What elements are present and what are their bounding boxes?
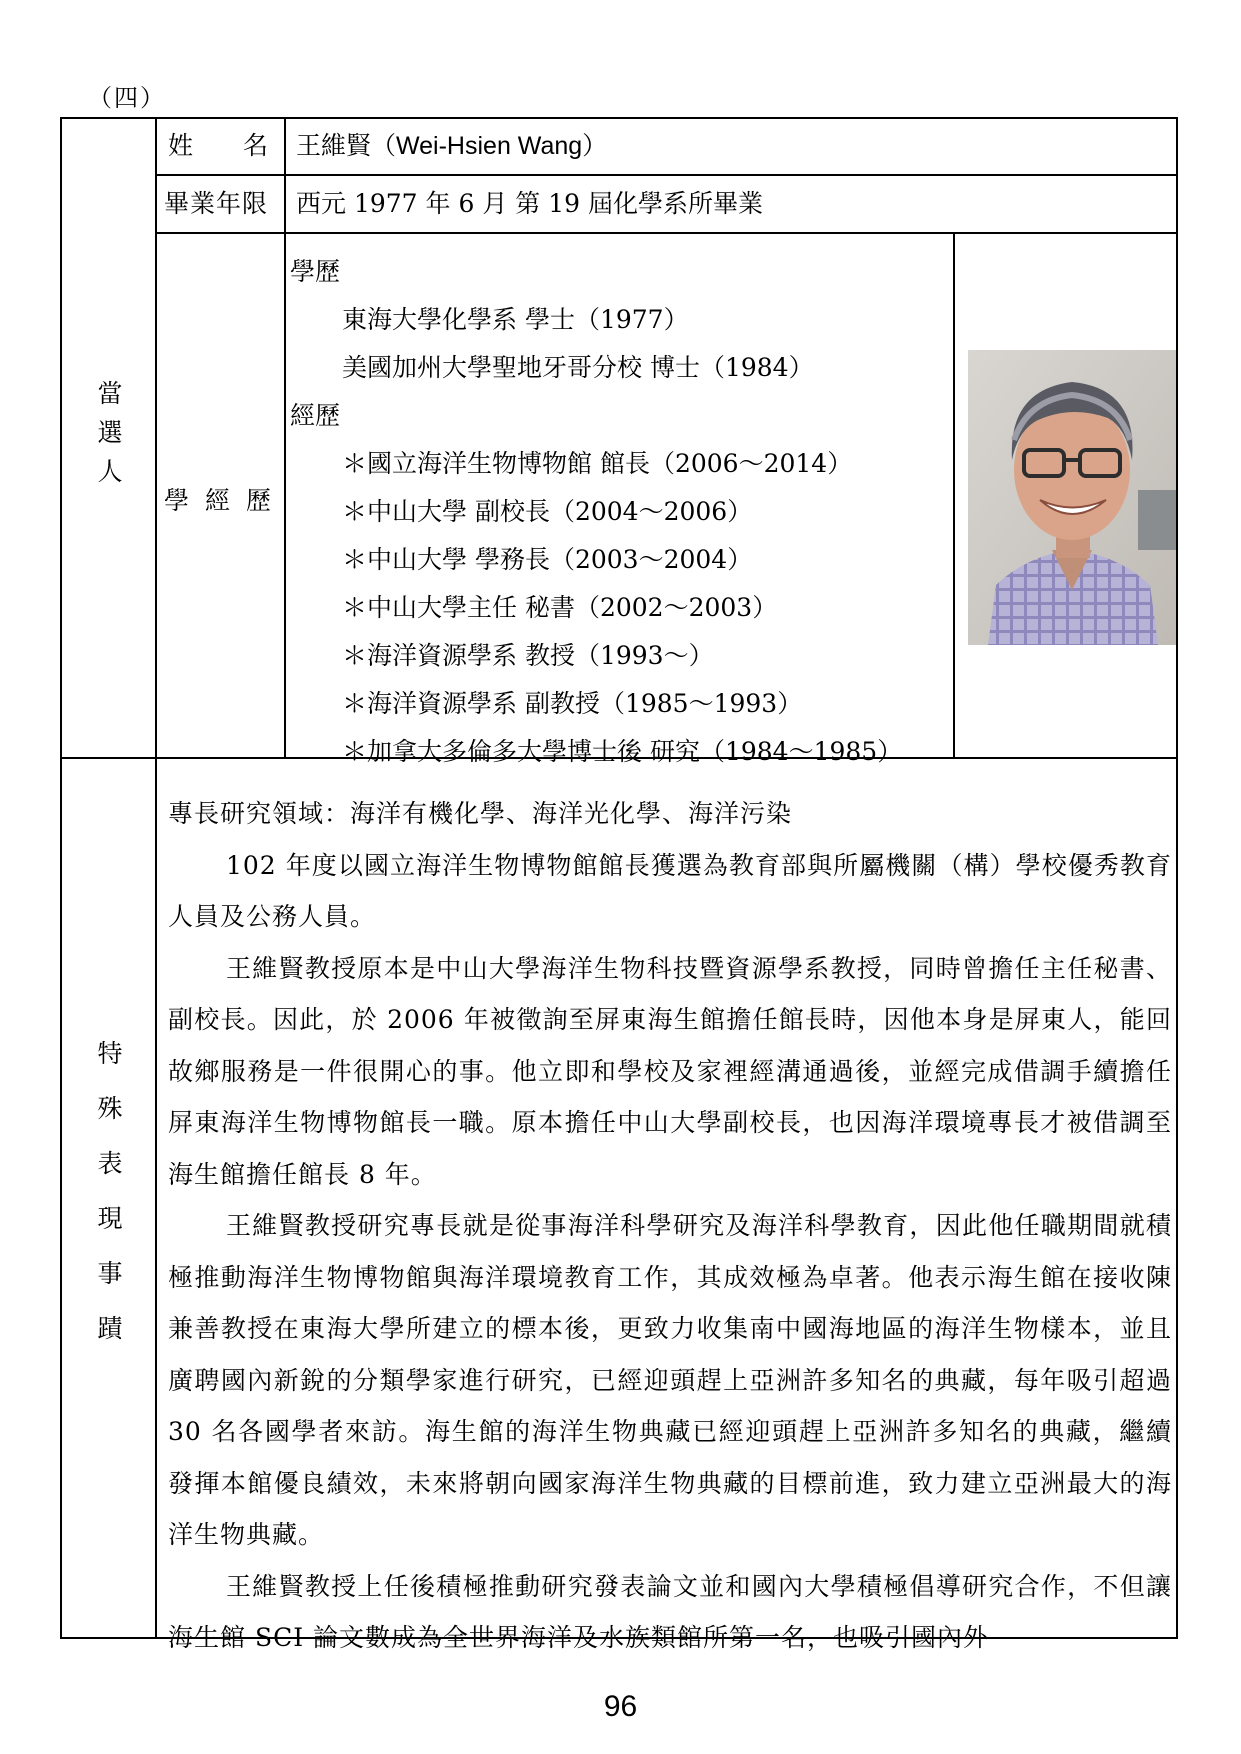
divider-row-1 [155,174,1178,176]
grad-label: 畢業年限 [164,189,269,218]
grad-value: 西元 1977 年 6 月 第 19 屆化學系所畢業 [296,189,763,218]
education-item: 東海大學化學系 學士（1977） [342,305,689,334]
edu-experience-list [290,248,955,776]
experience-item: ＊中山大學 副校長（2004～2006） [342,497,753,526]
special-paragraph: 王維賢教授原本是中山大學海洋生物科技暨資源學系教授，同時曾擔任主任秘書、副校長。因此，於 2006 年被徵詢至屏東海生館擔任館長時，因他本身是屏東人，能回故鄉服務是一件很開心的事。他立即和學校及家裡經溝通過後，並經完成借調手續擔任屏東海洋生物博物館長一職。原本擔任中山大學副校長，也因海洋環境專長才被借調至海生館擔任館長 8 年。 [168,953,1172,1189]
education-item: 美國加州大學聖地牙哥分校 博士（1984） [342,353,814,382]
special-achievements [168,788,1172,1664]
winner-label [88,380,128,497]
experience-item: ＊加拿大多倫多大學博士後 研究（1984～1985） [342,737,903,766]
special-paragraph: 王維賢教授研究專長就是從事海洋科學研究及海洋科學教育，因此他任職期間就積極推動海洋生物博物館與海洋環境教育工作，其成效極為卓著。他表示海生館在接收陳兼善教授在東海大學所建立的標本後，更致力收集南中國海地區的海洋生物樣本，並且廣聘國內新銳的分類學家進行研究，已經迎頭趕上亞洲許多知名的典藏，每年吸引超過 30 名各國學者來訪。海生館的海洋生物典藏已經迎頭趕上亞洲許多知名的典藏，繼續發揮本館優良績效，未來將朝向國家海洋生物典藏的目標前進，致力建立亞洲最大的海洋生物典藏。 [168,1211,1172,1549]
divider-row-2 [155,232,1178,234]
winner-label-text: 當選人 [94,380,123,497]
name-value: 王維賢（Wei-Hsien Wang） [296,132,608,160]
page-number: 96 [603,1690,638,1723]
experience-item: ＊中山大學 學務長（2003～2004） [342,545,753,574]
experience-item: ＊海洋資源學系 教授（1993～） [342,641,714,670]
experience-item: ＊海洋資源學系 副教授（1985～1993） [342,689,803,718]
portrait-photo [968,350,1176,645]
name-label: 姓 名 [168,131,269,160]
special-paragraph: 102 年度以國立海洋生物博物館館長獲選為教育部與所屬機關（構）學校優秀教育人員及公務人員。 [168,850,1172,931]
table-border-right [1176,117,1178,1639]
special-label [88,1040,128,1370]
section-label: （四） [88,84,166,112]
special-paragraph: 王維賢教授上任後積極推動研究發表論文並和國內大學積極倡導研究合作，不但讓海生館 SCI 論文數成為全世界海洋及水族類館所第一名，也吸引國內外 [168,1571,1172,1652]
table-border-left [60,117,62,1639]
expertise-line: 專長研究領域：海洋有機化學、海洋光化學、海洋污染 [168,799,793,828]
divider-col-2 [284,117,286,758]
education-heading: 學歷 [290,257,341,286]
experience-item: ＊中山大學主任 秘書（2002～2003） [342,593,778,622]
experience-item: ＊國立海洋生物博物館 館長（2006～2014） [342,449,853,478]
divider-col-1 [155,117,157,1639]
edu-label: 學 經 歷 [164,486,275,515]
table-border-top [60,117,1178,119]
special-label-text: 特殊表現事蹟 [94,1040,123,1370]
experience-heading: 經歷 [290,401,341,430]
